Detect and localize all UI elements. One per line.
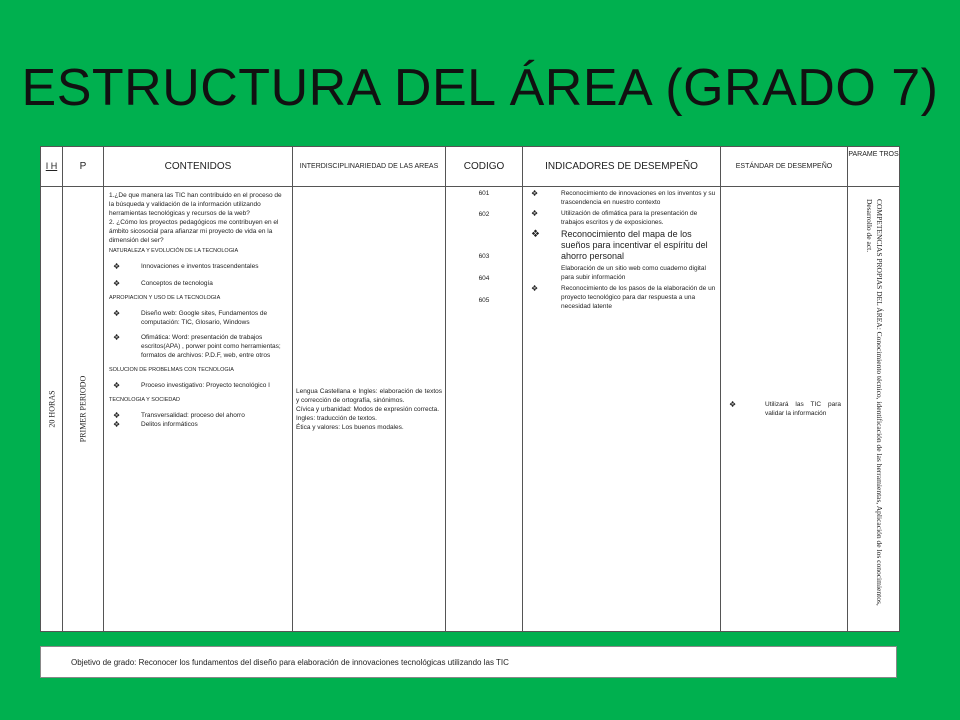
inter-line: Ingles: traducción de textos. (296, 414, 377, 422)
list-item (109, 420, 288, 429)
horas-text: 20 HORAS (47, 390, 56, 428)
periodo-cell (63, 187, 104, 632)
codigo-value: 603 (478, 253, 490, 260)
header-codigo: CODIGO (446, 147, 523, 187)
indicador-note: Elaboración de un sitio web como cuaderno digital para subir información (561, 265, 706, 281)
section-list (109, 381, 288, 390)
list-item-text: Reconocimiento de los pasos de la elaboración de un proyecto tecnológico para dar respuesta a una necesidad latente (561, 285, 716, 310)
indicadores-cell (523, 187, 721, 632)
list-item (109, 381, 288, 390)
list-item-text: Conceptos de tecnología (141, 280, 213, 287)
contenidos-question-1: 1.¿De que manera las TIC han contribuido en el proceso de la búsqueda y validación de la información utilizando herramientas tecnológicas y recursos de la web? (109, 192, 282, 217)
diamond-bullet-icon: ❖ (531, 189, 539, 198)
list-item-text: Ofimática: Word: presentación de trabajos escritos(APA) , porwer point como herramientas; formatos de archivos: P.D.F, web, entre otros (141, 334, 281, 359)
diamond-bullet-icon: ❖ (113, 333, 121, 342)
list-item-text: Utilización de ofimática para la presentación de trabajos escritos y de exposiciones. (561, 210, 698, 226)
codigo-value: 601 (478, 190, 490, 197)
codigo-value: 605 (478, 297, 490, 304)
section-title: NATURALEZA Y EVOLUCIÓN DE LA TECNOLOGIA (109, 248, 239, 254)
diamond-bullet-icon: ❖ (113, 279, 121, 288)
inter-line: Ética y valores: Los buenos modales. (296, 423, 404, 431)
contenidos-question-2: 2. ¿Cómo los proyectos pedagógicos me contribuyen en el ámbito sicosocial para afianzar mi proyecto de vida en la dimensión del ser? (109, 219, 279, 244)
list-item (109, 333, 288, 360)
section-list (109, 309, 288, 360)
header-p: P (63, 147, 104, 187)
diamond-bullet-icon: ❖ (113, 381, 121, 390)
codigo-cell (446, 187, 523, 632)
diamond-bullet-icon: ❖ (113, 411, 121, 420)
header-parametros: PARAME TROS (848, 147, 900, 187)
section-list (109, 411, 288, 429)
periodo-text: PRIMER PERIODO (78, 375, 88, 443)
list-item (109, 309, 288, 327)
list-item (527, 209, 716, 227)
list-item (527, 189, 716, 207)
contenidos-cell (104, 187, 293, 632)
list-item (109, 279, 288, 288)
diamond-bullet-icon: ❖ (531, 229, 540, 240)
indicadores-list (527, 284, 716, 311)
header-estandar: ESTÁNDAR DE DESEMPEÑO (721, 147, 848, 187)
diamond-bullet-icon: ❖ (113, 420, 121, 429)
diamond-bullet-icon: ❖ (531, 284, 539, 293)
diamond-bullet-icon: ❖ (729, 400, 737, 409)
list-item-text: Innovaciones e inventos trascendentales (141, 263, 259, 270)
slide-title: ESTRUCTURA DEL ÁREA (GRADO 7) (21, 59, 939, 117)
list-item-text: Delitos informáticos (141, 421, 198, 428)
list-item-text: Transversalidad: proceso del ahorro (141, 412, 245, 419)
section-list (109, 262, 288, 288)
grade-objective: Objetivo de grado: Reconocer los fundamentos del diseño para elaboración de innovaciones tecnológicas utilizando las TIC (40, 646, 897, 678)
header-contenidos: CONTENIDOS (104, 147, 293, 187)
header-indicadores: INDICADORES DE DESEMPEÑO (523, 147, 721, 187)
interdisciplinariedad-cell (293, 187, 446, 632)
inter-line: Lengua Castellana e Ingles: elaboración de textos y corrección de ortografía, sinónimos. (296, 387, 442, 404)
codigo-value: 604 (478, 275, 490, 282)
list-item-text: Reconocimiento de innovaciones en los inventos y su trascendencia en nuestro contexto (561, 190, 716, 206)
table-header-row (41, 147, 900, 187)
area-structure-table (40, 146, 899, 632)
list-item (527, 229, 716, 262)
inter-line: Cívica y urbanidad: Modos de expresión correcta. (296, 405, 440, 413)
list-item (109, 411, 288, 420)
indicadores-list (527, 189, 716, 262)
section-title: APROPIACION Y USO DE LA TECNOLOGIA (109, 295, 221, 301)
diamond-bullet-icon: ❖ (531, 209, 539, 218)
diamond-bullet-icon: ❖ (113, 309, 121, 318)
list-item-text: Proceso investigativo: Proyecto tecnológico I (141, 382, 270, 389)
codigo-value: 602 (478, 211, 490, 218)
parametros-cell (848, 187, 900, 632)
list-item (527, 284, 716, 311)
estandar-text: Utilizará las TIC para validar la información (765, 401, 841, 417)
table-body-row (41, 187, 900, 632)
parametros-text: COMPETENCIAS PROPIAS DEL ÁREA: Conocimiento técnico, identificación de las herramientas, Aplicación de los conocimientos, Desarrollo de act. (864, 199, 884, 606)
horas-cell (41, 187, 63, 632)
section-title: TECNOLOGIA Y SOCIEDAD (109, 397, 181, 403)
list-item-text: Reconocimiento del mapa de los sueños para incentivar el espíritu del ahorro personal (561, 229, 708, 261)
estandar-cell (721, 187, 848, 632)
diamond-bullet-icon: ❖ (113, 262, 121, 271)
list-item-text: Diseño web: Google sites, Fundamentos de computación: TIC, Glosario, Windows (141, 310, 268, 326)
estandar-item (727, 400, 841, 418)
section-title: SOLUCION DE PROBELMAS CON TECNOLOGIA (109, 367, 234, 373)
list-item (109, 262, 288, 271)
header-interdisciplinariedad: INTERDISCIPLINARIEDAD DE LAS AREAS (293, 147, 446, 187)
header-ih: I H (41, 147, 63, 187)
